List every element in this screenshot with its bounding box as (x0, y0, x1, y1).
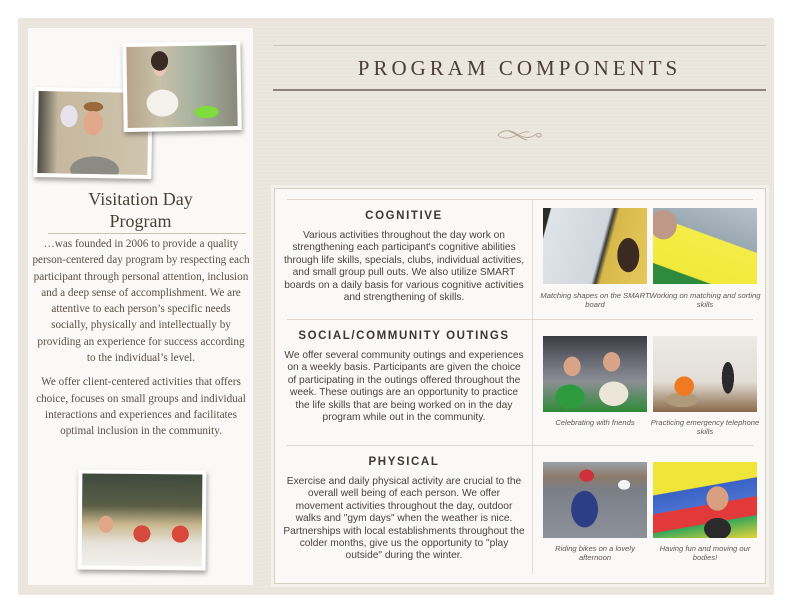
program-components-panel (274, 188, 766, 584)
photo-caption: Riding bikes on a lovely afternoon (555, 544, 635, 563)
program-title-line1: Visitation Day (88, 189, 193, 209)
section-heading: SOCIAL/COMMUNITY OUTINGS (298, 330, 510, 342)
photo-group-table (78, 469, 207, 570)
header-rule-top (273, 45, 766, 46)
program-title (28, 188, 253, 232)
section-text: Exercise and daily physical activity are crucial to the overall well being of each person. We offer movement activities throughout the day, outdoor walks and "gym days" when the weather is nice. Partnerships with local establishments throughout the colder months, give us the opportunity to "play outside" during the winter. (283, 476, 525, 562)
page-title: PROGRAM COMPONENTS (357, 56, 682, 80)
column-divider (532, 199, 533, 574)
section-divider (287, 445, 753, 446)
section-text: We offer several community outings and experiences on a weekly basis. Participants are given the choice of participating in the outings offered throughout the week. These outings are an opportunity to practice the life skills that are being worked on in the day program while out in the community. (284, 350, 524, 424)
photo-caption: Celebrating with friends (555, 418, 635, 427)
photo-caption: Having fun and moving our bodies! (659, 544, 751, 563)
section-divider (287, 319, 753, 320)
description-paragraph-1: …was founded in 2006 to provide a quality person-centered day program by respecting each participant through personal attention, inclusion and a deep sense of accomplishment. We are attentive to each person’s specific needs socially, physically and intellectually by providing an experience for success according to the individual’s level. (32, 238, 250, 365)
section-text: Various activities throughout the day work on strengthening each participant's cognitive abilities through life skills, specials, clubs, individual activities, and small group pull outs. We also utilize SMART boards on a daily basis for various cognitive activities and strengthening of skills. (283, 230, 525, 304)
photo-parachute-play (653, 462, 757, 538)
section-divider (287, 199, 753, 200)
header-rule-bottom (273, 89, 766, 91)
program-description (32, 236, 250, 440)
photo-telephone-skills (653, 336, 757, 412)
photo-riding-bikes (543, 462, 647, 538)
title-divider (48, 233, 246, 234)
section-heading: PHYSICAL (368, 456, 440, 468)
left-panel (28, 28, 253, 585)
photo-smart-board (543, 208, 647, 284)
photo-caption: Practicing emergency telephone skills (650, 418, 760, 437)
flourish-icon (495, 127, 545, 143)
description-paragraph-2: We offer client-centered activities that offers choice, focuses on small groups and individual interactions and experiences and facilitates optimal inclusion in the community. (36, 376, 246, 438)
photo-caption: Matching shapes on the SMART board (540, 291, 650, 310)
photo-participant-activity (122, 41, 242, 132)
section-heading: COGNITIVE (365, 210, 443, 222)
photo-sorting-skills (653, 208, 757, 284)
program-title-line2: Program (109, 211, 172, 231)
photo-celebrating-friends (543, 336, 647, 412)
photo-caption: Working on matching and sorting skills (649, 291, 761, 310)
